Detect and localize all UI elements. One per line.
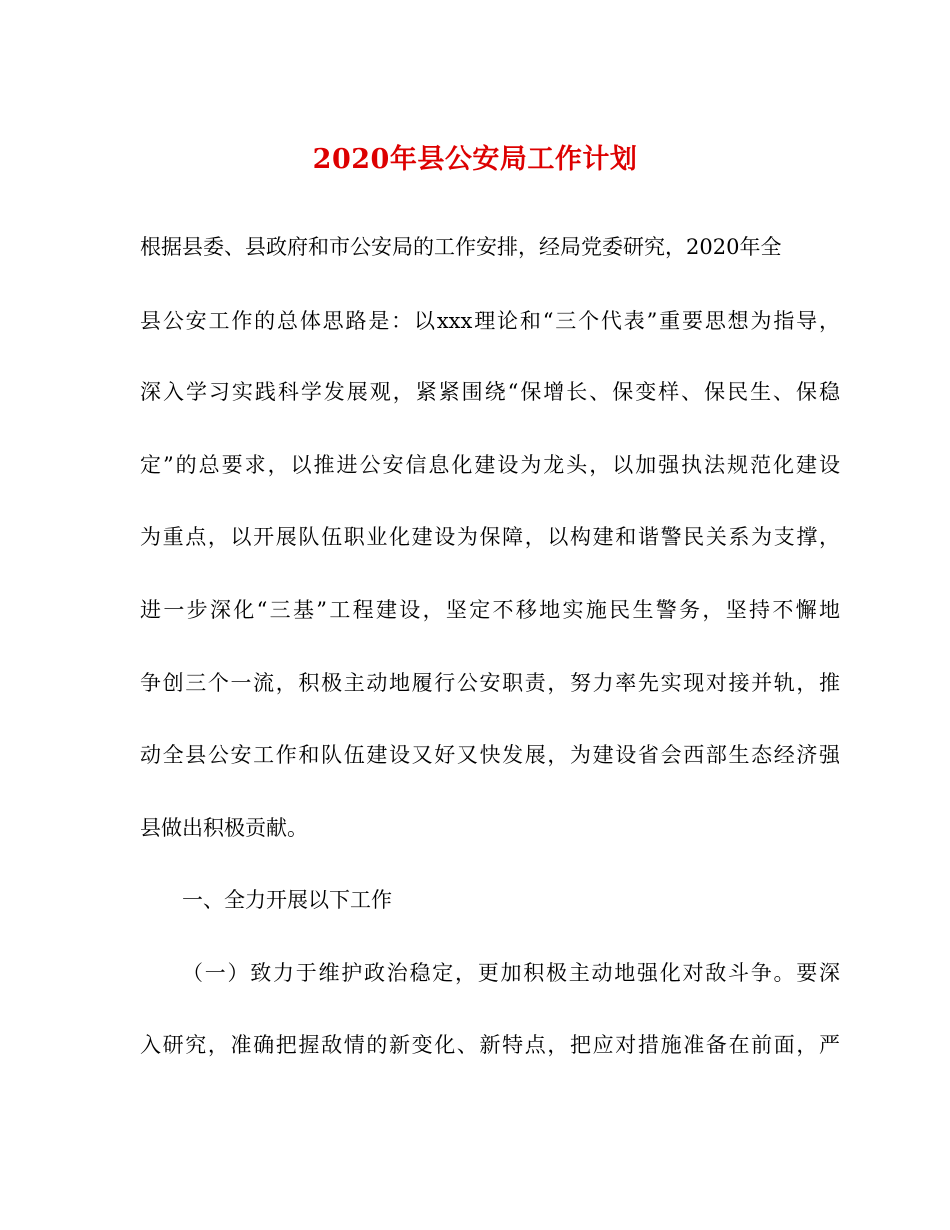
- paragraph-1-line-2: 县公安工作的总体思路是：以xxx理论和“三个代表”重要思想为指导，: [140, 309, 840, 333]
- paragraph-1-line-6: 进一步深化“三基”工程建设，坚定不移地实施民生警务，坚持不懈地: [140, 598, 840, 622]
- paragraph-1-line-9: 县做出积极贡献。: [140, 816, 308, 840]
- paragraph-1-line-1: 根据县委、县政府和市公安局的工作安排，经局党委研究，2020年全: [140, 235, 782, 259]
- paragraph-2-line-2: 入研究，准确把握敌情的新变化、新特点，把应对措施准备在前面，严: [140, 1033, 840, 1057]
- paragraph-2-line-1: （一）致力于维护政治稳定，更加积极主动地强化对敌斗争。要深: [182, 961, 840, 985]
- paragraph-1-line-4: 定”的总要求，以推进公安信息化建设为龙头，以加强执法规范化建设: [140, 453, 840, 477]
- paragraph-1-line-3: 深入学习实践科学发展观，紧紧围绕“保增长、保变样、保民生、保稳: [140, 380, 840, 404]
- section-1-heading: 一、全力开展以下工作: [182, 888, 392, 912]
- paragraph-1-line-8: 动全县公安工作和队伍建设又好又快发展，为建设省会西部生态经济强: [140, 743, 840, 767]
- document-title: 2020年县公安局工作计划: [312, 144, 638, 175]
- paragraph-1-line-5: 为重点，以开展队伍职业化建设为保障，以构建和谐警民关系为支撑，: [140, 525, 840, 549]
- paragraph-1-line-7: 争创三个一流，积极主动地履行公安职责，努力率先实现对接并轨，推: [140, 671, 840, 695]
